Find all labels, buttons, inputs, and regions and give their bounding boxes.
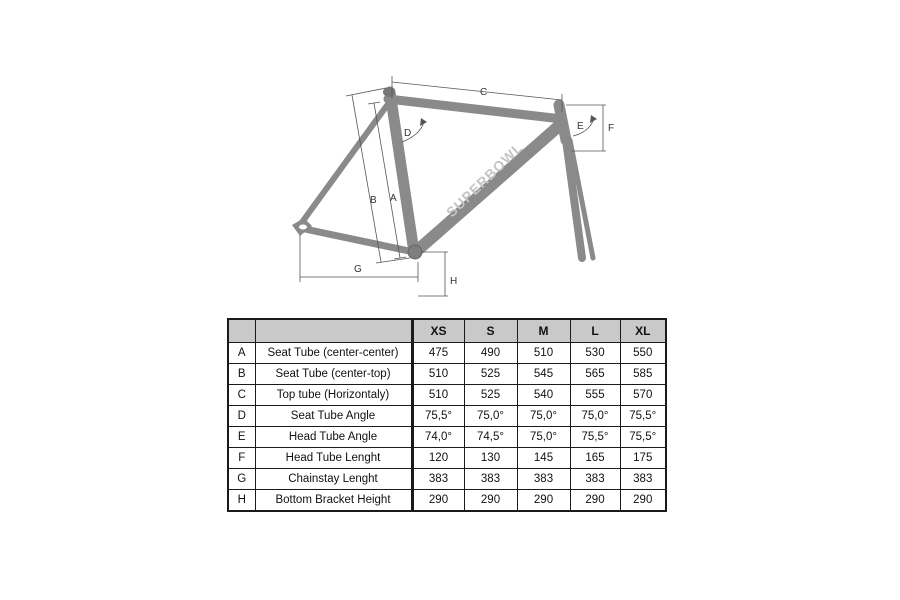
size-value: 475 [412, 343, 464, 364]
table-row [228, 448, 666, 469]
row-label: Seat Tube (center-center) [255, 343, 412, 364]
size-value: 75,5° [570, 427, 620, 448]
table-header-row [228, 319, 666, 343]
dimension-label-b: B [370, 195, 377, 206]
size-header: S [464, 319, 517, 343]
size-value: 75,0° [464, 406, 517, 427]
size-value: 525 [464, 364, 517, 385]
row-label: Chainstay Lenght [255, 469, 412, 490]
table-row [228, 469, 666, 490]
row-key: C [228, 385, 255, 406]
table-row [228, 490, 666, 512]
row-key: E [228, 427, 255, 448]
size-value: 585 [620, 364, 666, 385]
size-value: 490 [464, 343, 517, 364]
size-value: 75,0° [517, 406, 570, 427]
size-value: 74,5° [464, 427, 517, 448]
head-tube [559, 105, 566, 140]
row-label: Head Tube Angle [255, 427, 412, 448]
size-header: L [570, 319, 620, 343]
size-header: XL [620, 319, 666, 343]
dimension-label-e: E [577, 121, 584, 132]
size-value: 290 [412, 490, 464, 512]
geometry-table [227, 318, 667, 512]
size-value: 545 [517, 364, 570, 385]
down-tube [420, 125, 560, 248]
size-value: 510 [412, 364, 464, 385]
frame-brand-text: SUPERBOWL [442, 139, 527, 221]
size-value: 540 [517, 385, 570, 406]
dropout-slot [299, 225, 307, 230]
bottom-bracket [408, 245, 422, 259]
row-label: Seat Tube Angle [255, 406, 412, 427]
size-value: 74,0° [412, 427, 464, 448]
row-key: B [228, 364, 255, 385]
dimension-label-d: D [404, 128, 412, 139]
size-value: 75,5° [620, 406, 666, 427]
dimension-label-c: C [480, 87, 488, 98]
size-value: 120 [412, 448, 464, 469]
header-letter-cell [228, 319, 255, 343]
table-row [228, 364, 666, 385]
row-key: F [228, 448, 255, 469]
size-value: 565 [570, 364, 620, 385]
row-key: A [228, 343, 255, 364]
size-value: 165 [570, 448, 620, 469]
size-value: 570 [620, 385, 666, 406]
size-value: 383 [570, 469, 620, 490]
size-value: 145 [517, 448, 570, 469]
size-header: XS [412, 319, 464, 343]
row-label: Top tube (Horizontaly) [255, 385, 412, 406]
dimension-label-a: A [390, 193, 397, 204]
size-value: 290 [620, 490, 666, 512]
size-value: 383 [620, 469, 666, 490]
size-value: 383 [517, 469, 570, 490]
table-row [228, 343, 666, 364]
row-label: Seat Tube (center-top) [255, 364, 412, 385]
row-key: D [228, 406, 255, 427]
table-row [228, 385, 666, 406]
size-value: 75,0° [517, 427, 570, 448]
size-value: 75,0° [570, 406, 620, 427]
size-value: 290 [517, 490, 570, 512]
size-value: 525 [464, 385, 517, 406]
top-tube [388, 99, 562, 119]
dimension-label-f: F [608, 123, 615, 134]
row-key: G [228, 469, 255, 490]
size-header: M [517, 319, 570, 343]
size-value: 75,5° [620, 427, 666, 448]
table-row [228, 406, 666, 427]
size-value: 510 [412, 385, 464, 406]
row-label: Bottom Bracket Height [255, 490, 412, 512]
dimension-label-g: G [354, 264, 362, 275]
dimension-label-h: H [450, 276, 458, 287]
size-value: 75,5° [412, 406, 464, 427]
size-value: 383 [464, 469, 517, 490]
header-label-cell [255, 319, 412, 343]
seat-stay [300, 104, 388, 225]
frame-tubes [300, 92, 593, 258]
size-value: 383 [412, 469, 464, 490]
table-row [228, 427, 666, 448]
size-value: 550 [620, 343, 666, 364]
size-value: 130 [464, 448, 517, 469]
size-value: 290 [570, 490, 620, 512]
size-value: 290 [464, 490, 517, 512]
row-label: Head Tube Lenght [255, 448, 412, 469]
seat-tube [390, 92, 414, 252]
size-value: 510 [517, 343, 570, 364]
size-value: 555 [570, 385, 620, 406]
size-value: 530 [570, 343, 620, 364]
size-value: 175 [620, 448, 666, 469]
row-key: H [228, 490, 255, 512]
